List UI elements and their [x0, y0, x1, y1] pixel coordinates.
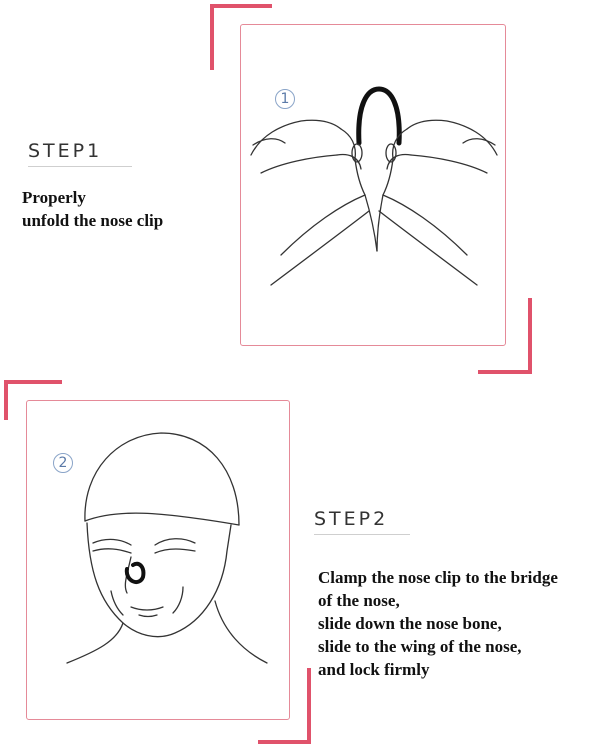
step1-description: [22, 186, 163, 232]
step2-bracket-top-horizontal: [4, 380, 62, 384]
step1-bracket-top-horizontal: [210, 4, 272, 8]
step2-description: [318, 566, 558, 681]
step2-bracket-bottom-vertical: [307, 668, 311, 744]
hands-unfolding-nose-clip-illustration: [241, 25, 505, 345]
step2-divider: [314, 534, 410, 535]
step2-description-line: Clamp the nose clip to the bridge: [318, 568, 558, 587]
step2-title: STEP2: [314, 508, 389, 530]
step1-bracket-top-vertical: [210, 4, 214, 70]
step1-description-line: unfold the nose clip: [22, 211, 164, 230]
step1-bracket-bottom-horizontal: [478, 370, 532, 374]
step2-bracket-bottom-horizontal: [258, 740, 311, 744]
step1-illustration-panel: [240, 24, 506, 346]
step1-description-line: Properly: [22, 188, 86, 207]
step2-illustration-panel: [26, 400, 290, 720]
step1-number-text: 1: [280, 91, 290, 107]
step2-description-line: and lock firmly: [318, 660, 430, 679]
step2-description-line: slide down the nose bone,: [318, 614, 502, 633]
step2-description-line: slide to the wing of the nose,: [318, 637, 522, 656]
step2-bracket-top-vertical: [4, 380, 8, 420]
step1-title: STEP1: [28, 140, 103, 162]
step1-bracket-bottom-vertical: [528, 298, 532, 374]
face-with-nose-clip-illustration: [27, 401, 289, 719]
step2-description-line: of the nose,: [318, 591, 400, 610]
step2-number-text: 2: [58, 455, 68, 471]
step1-divider: [28, 166, 132, 167]
